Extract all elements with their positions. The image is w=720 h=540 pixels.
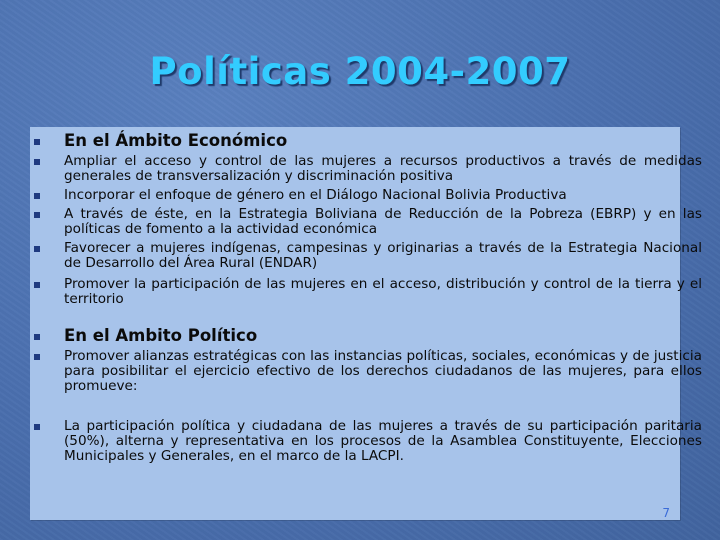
bullet-icon <box>34 139 40 145</box>
list-item <box>64 349 702 394</box>
bullet-icon <box>34 424 40 430</box>
section-heading-economico <box>64 132 702 150</box>
list-item <box>64 154 702 184</box>
item-text: Ampliar el acceso y control de las mujeres a recursos productivos a través de medidas generales de transversalización y discriminación positiva <box>64 153 702 184</box>
section-heading-politico <box>64 327 702 345</box>
bullet-icon <box>34 159 40 165</box>
item-text: Favorecer a mujeres indígenas, campesinas y originarias a través de la Estrategia Nacional de Desarrollo del Área Rural (ENDAR) <box>64 240 702 271</box>
list-item <box>64 207 702 237</box>
item-text: La participación política y ciudadana de las mujeres a través de su participación paritaria (50%), alterna y representativa en los procesos de la Asamblea Constituyente, Elecciones Municipales y Generales, en el marco de la LACPI. <box>64 418 702 464</box>
bullet-icon <box>34 282 40 288</box>
list-item <box>64 241 702 271</box>
list-item <box>64 188 702 203</box>
item-text: A través de éste, en la Estrategia Boliviana de Reducción de la Pobreza (EBRP) y en las políticas de fomento a la actividad económica <box>64 206 702 237</box>
slide-title: Políticas 2004-2007 <box>149 50 571 93</box>
list-item <box>64 419 702 464</box>
bullet-icon <box>34 354 40 360</box>
bullet-icon <box>34 334 40 340</box>
bullet-icon <box>34 193 40 199</box>
page-number: 7 <box>662 506 670 520</box>
list-item <box>64 277 702 307</box>
item-text: Promover la participación de las mujeres en el acceso, distribución y control de la tierra y el territorio <box>64 276 702 307</box>
bullet-icon <box>34 212 40 218</box>
item-text: Incorporar el enfoque de género en el Diálogo Nacional Bolivia Productiva <box>64 187 567 203</box>
content-box <box>30 127 702 520</box>
item-text: Promover alianzas estratégicas con las instancias políticas, sociales, económicas y de justicia para posibilitar el ejercicio efectivo de los derechos ciudadanos de las mujeres, para ellos promueve: <box>64 348 702 394</box>
bullet-icon <box>34 246 40 252</box>
item-text: En el Ámbito Económico <box>64 131 288 150</box>
item-text: En el Ambito Político <box>64 326 258 345</box>
